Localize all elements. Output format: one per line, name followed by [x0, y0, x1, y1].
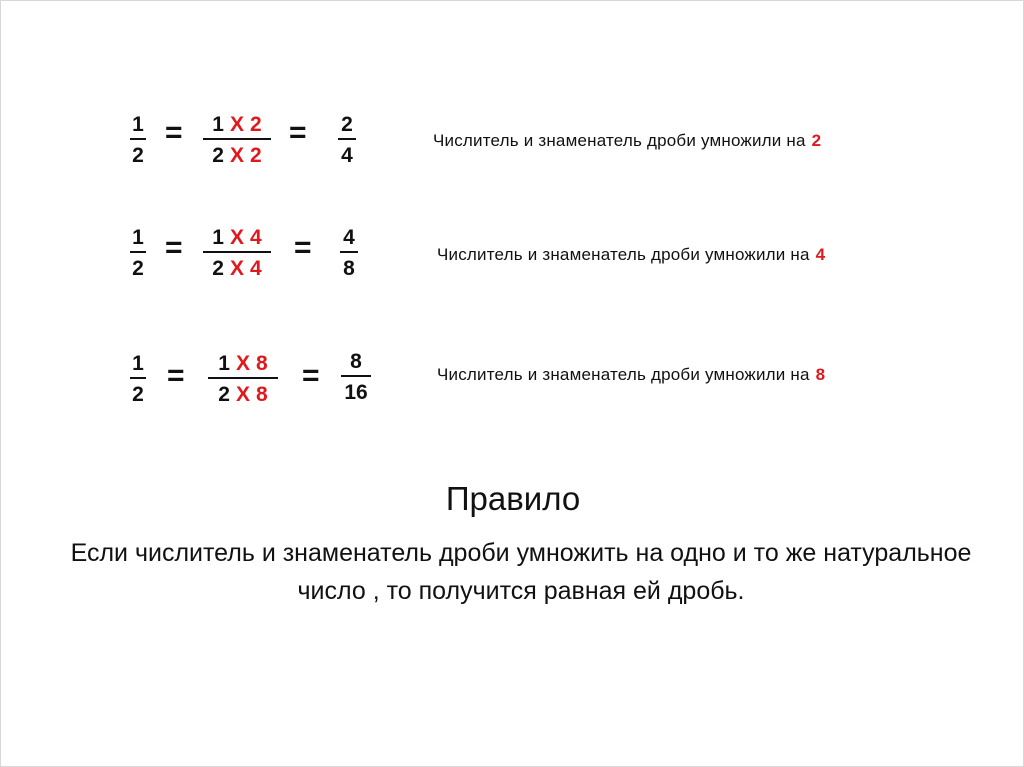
equals-sign: =: [294, 231, 312, 264]
fraction-bar: [338, 138, 356, 140]
fraction-bar: [203, 251, 271, 253]
explanation-text: [437, 366, 825, 383]
rule-title: Правило: [445, 480, 581, 517]
numerator: 4: [343, 226, 355, 249]
equals-sign: =: [165, 231, 183, 264]
fraction-multiplied: [203, 227, 271, 279]
fraction-bar: [341, 375, 371, 377]
fraction-original: [130, 114, 146, 166]
fraction-bar: [130, 377, 146, 379]
fraction-bar: [130, 251, 146, 253]
denominator: 2: [218, 383, 230, 406]
explanation-factor: 2: [811, 131, 822, 150]
denominator: 2: [132, 257, 144, 280]
fraction-multiplied: [208, 353, 278, 405]
equals-sign: =: [302, 359, 320, 392]
equals-sign: =: [167, 359, 185, 392]
denominator: 2: [212, 144, 224, 167]
numerator: 1: [218, 352, 230, 375]
explanation-factor: 4: [815, 245, 826, 264]
denominator: 4: [341, 144, 353, 167]
fraction-result: [341, 351, 371, 403]
multiply-sign: X: [229, 144, 244, 167]
multiply-sign: X: [235, 383, 250, 406]
denominator: 2: [132, 383, 144, 406]
denominator: 16: [344, 381, 368, 404]
numerator: 1: [132, 352, 144, 375]
fraction-bar: [340, 251, 358, 253]
denominator: 2: [132, 144, 144, 167]
multiply-sign: X: [229, 226, 244, 249]
explanation-text: [433, 132, 821, 149]
factor: 4: [250, 226, 262, 249]
denominator: 2: [212, 257, 224, 280]
multiply-sign: X: [229, 257, 244, 280]
equals-sign: =: [165, 116, 183, 149]
equals-sign: =: [289, 116, 307, 149]
fraction-original: [130, 227, 146, 279]
fraction-bar: [208, 377, 278, 379]
fraction-result: [338, 114, 356, 166]
multiply-sign: X: [235, 352, 250, 375]
explanation-text: [437, 246, 825, 263]
numerator: 1: [212, 226, 224, 249]
fraction-original: [130, 353, 146, 405]
explanation-label: Числитель и знаменатель дроби умножили на: [433, 131, 806, 150]
explanation-label: Числитель и знаменатель дроби умножили на: [437, 365, 810, 384]
factor: 2: [250, 144, 262, 167]
numerator: 1: [212, 113, 224, 136]
fraction-bar: [130, 138, 146, 140]
fraction-bar: [203, 138, 271, 140]
explanation-label: Числитель и знаменатель дроби умножили на: [437, 245, 810, 264]
factor: 2: [250, 113, 262, 136]
fraction-result: [340, 227, 358, 279]
factor: 8: [256, 352, 268, 375]
rule-text: Если числитель и знаменатель дроби умножить на одно и то же натуральное число , то получится равная ей дробь.: [70, 539, 972, 605]
numerator: 1: [132, 226, 144, 249]
multiply-sign: X: [229, 113, 244, 136]
explanation-factor: 8: [815, 365, 826, 384]
denominator: 8: [343, 257, 355, 280]
numerator: 8: [350, 350, 362, 373]
factor: 8: [256, 383, 268, 406]
numerator: 2: [341, 113, 353, 136]
fraction-multiplied: [203, 114, 271, 166]
numerator: 1: [132, 113, 144, 136]
factor: 4: [250, 257, 262, 280]
